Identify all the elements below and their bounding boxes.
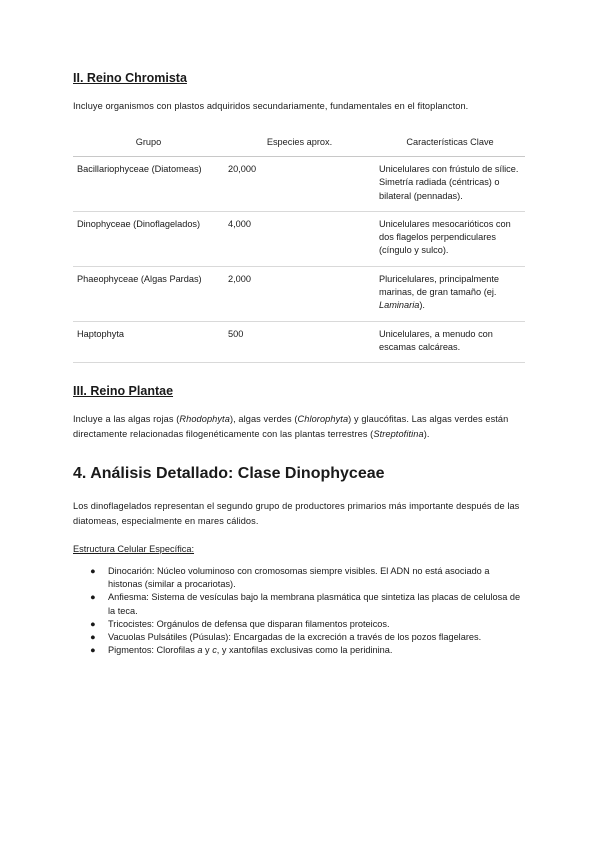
analysis-intro: Los dinoflagelados representan el segundo grupo de productores primarios más importante después de las diatomeas, especialmente en mares cálidos. [73, 501, 520, 526]
cell-species: 2,000 [224, 266, 375, 321]
plantae-paragraph [73, 412, 525, 442]
table-row [73, 211, 525, 266]
plantae-taxon: Rhodophyta [179, 414, 230, 424]
list-item-text: Vacuolas Pulsátiles (Púsulas): Encargadas de la excreción a través de los pozos flagelares. [108, 632, 482, 643]
list-item-text: , y xantofilas exclusivas como la peridinina. [216, 645, 393, 656]
list-item [73, 618, 525, 631]
plantae-heading: III. Reino Plantae [73, 384, 174, 398]
features-text: Pluricelulares, principalmente marinas, de gran tamaño (ej. [379, 273, 500, 298]
features-text-end: ). [419, 300, 425, 311]
cell-features: Unicelulares mesocarióticos con dos flagelos perpendiculares (cíngulo y sulco). [375, 211, 525, 266]
list-item-text: Dinocarión: Núcleo voluminoso con cromosomas siempre visibles. El ADN no está asociado a histonas (similar a procariotas). [108, 566, 490, 590]
plantae-text: ). [423, 429, 430, 439]
cell-group: Phaeophyceae (Algas Pardas) [73, 266, 224, 321]
cell-species: 500 [224, 321, 375, 363]
cell-species: 20,000 [224, 157, 375, 212]
cell-group: Haptophyta [73, 321, 224, 363]
bullet-icon: ● [90, 566, 96, 576]
table-header-group: Grupo [73, 128, 224, 157]
plantae-text: ), algas verdes ( [229, 414, 298, 424]
table-row [73, 321, 525, 363]
table-header-row [73, 128, 525, 157]
cell-species: 4,000 [224, 211, 375, 266]
cell-features [375, 266, 525, 321]
cell-features: Unicelulares, a menudo con escamas calcáreas. [375, 321, 525, 363]
features-genus: Laminaria [379, 300, 420, 311]
list-item [73, 644, 525, 657]
plantae-text: Incluye a las algas rojas ( [73, 414, 180, 424]
chlorophyll-c: c [212, 645, 217, 656]
bullet-icon: ● [90, 618, 96, 629]
chromista-heading: II. Reino Chromista [73, 71, 187, 85]
list-item-text: Tricocistes: Orgánulos de defensa que disparan filamentos proteicos. [108, 618, 390, 629]
table-header-features: Características Clave [375, 128, 525, 157]
list-item [73, 565, 525, 591]
list-item-text: y [202, 645, 213, 656]
cell-features: Unicelulares con frústulo de sílice. Simetría radiada (céntricas) o bilateral (pennadas). [375, 157, 525, 212]
cell-group: Dinophyceae (Dinoflagelados) [73, 211, 224, 266]
structure-subheading: Estructura Celular Específica: [73, 544, 195, 554]
table-row [73, 266, 525, 321]
bullet-icon: ● [90, 645, 96, 656]
chlorophyll-a: a [197, 645, 203, 656]
chromista-intro: Incluye organismos con plastos adquiridos secundariamente, fundamentales en el fitoplancton. [73, 101, 469, 111]
cell-group: Bacillariophyceae (Diatomeas) [73, 157, 224, 212]
table-row [73, 157, 525, 212]
bullet-icon: ● [90, 592, 96, 603]
bullet-icon: ● [90, 632, 96, 643]
list-item [73, 631, 525, 644]
list-item-text: Pigmentos: Clorofilas [108, 645, 198, 656]
chromista-table [73, 128, 525, 363]
structure-list [73, 565, 525, 657]
list-item-text: Anfiesma: Sistema de vesículas bajo la membrana plasmática que sintetiza las placas de celulosa de la teca. [108, 592, 521, 616]
plantae-text: ) y glaucófitas. Las algas verdes están directamente relacionadas filogenéticamente con las plantas terrestres ( [73, 414, 509, 439]
list-item [73, 591, 525, 617]
analysis-heading: 4. Análisis Detallado: Clase Dinophyceae [73, 465, 385, 482]
plantae-taxon: Streptofitina [373, 429, 424, 439]
plantae-taxon: Chlorophyta [297, 414, 349, 424]
table-header-species: Especies aprox. [224, 128, 375, 157]
